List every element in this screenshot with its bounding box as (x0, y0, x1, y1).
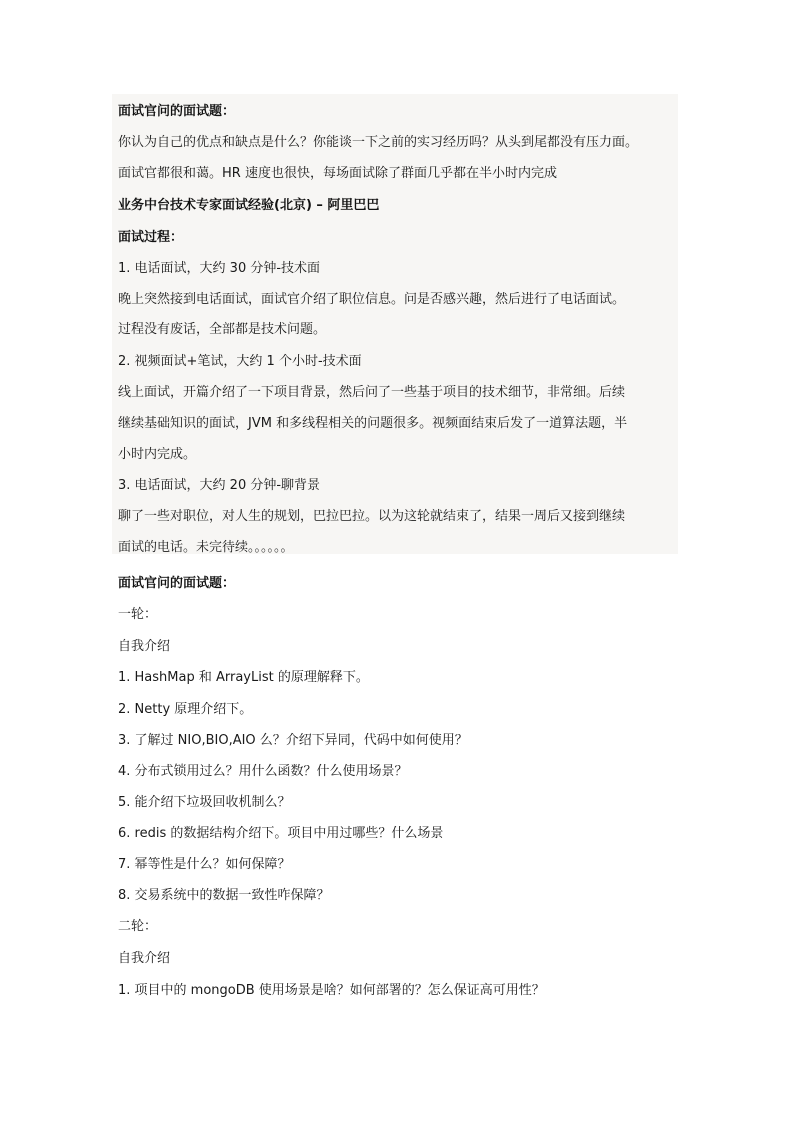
paragraph-line: 过程没有废话，全部都是技术问题。 (118, 322, 327, 337)
section-heading: 面试过程： (118, 230, 184, 245)
paragraph-line: 继续基础知识的面试，JVM 和多线程相关的问题很多。视频面结束后发了一道算法题，半 (118, 416, 628, 431)
list-item: 自我介绍 (118, 639, 171, 654)
round-label: 二轮： (118, 919, 158, 934)
paragraph-line: 你认为自己的优点和缺点是什么？你能谈一下之前的实习经历吗？从头到尾都没有压力面。 (118, 135, 639, 150)
paragraph-line: 线上面试，开篇介绍了一下项目背景，然后问了一些基于项目的技术细节，非常细。后续 (118, 385, 626, 400)
list-item: 自我介绍 (118, 951, 171, 966)
list-item: 1. 项目中的 mongoDB 使用场景是啥？如何部署的？怎么保证高可用性？ (118, 983, 545, 998)
list-item: 2. Netty 原理介绍下。 (118, 702, 253, 717)
paragraph-line: 面试的电话。未完待续。。。。。。 (118, 540, 294, 555)
list-item: 1. 电话面试，大约 30 分钟-技术面 (118, 261, 321, 276)
list-item: 6. redis 的数据结构介绍下。项目中用过哪些？什么场景 (118, 826, 444, 841)
list-item: 8. 交易系统中的数据一致性咋保障？ (118, 888, 330, 903)
list-item: 3. 了解过 NIO,BIO,AIO 么？介绍下异同，代码中如何使用？ (118, 733, 468, 748)
list-item: 2. 视频面试+笔试，大约 1 个小时-技术面 (118, 354, 362, 369)
article-title: 业务中台技术专家面试经验(北京) – 阿里巴巴 (118, 198, 380, 213)
paragraph-line: 小时内完成。 (118, 447, 197, 462)
paragraph-line: 面试官都很和蔼。HR 速度也很快，每场面试除了群面几乎都在半小时内完成 (118, 166, 557, 181)
round-label: 一轮： (118, 607, 158, 622)
list-item: 1. HashMap 和 ArrayList 的原理解释下。 (118, 670, 369, 685)
section-heading: 面试官问的面试题： (118, 576, 236, 591)
paragraph-line: 聊了一些对职位，对人生的规划，巴拉巴拉。以为这轮就结束了，结果一周后又接到继续 (118, 509, 626, 524)
list-item: 3. 电话面试，大约 20 分钟-聊背景 (118, 478, 321, 493)
list-item: 5. 能介绍下垃圾回收机制么？ (118, 795, 291, 810)
list-item: 4. 分布式锁用过么？用什么函数？什么使用场景？ (118, 764, 408, 779)
list-item: 7. 幂等性是什么？如何保障？ (118, 857, 291, 872)
section-heading: 面试官问的面试题： (118, 104, 236, 119)
paragraph-line: 晚上突然接到电话面试，面试官介绍了职位信息。问是否感兴趣，然后进行了电话面试。 (118, 292, 626, 307)
